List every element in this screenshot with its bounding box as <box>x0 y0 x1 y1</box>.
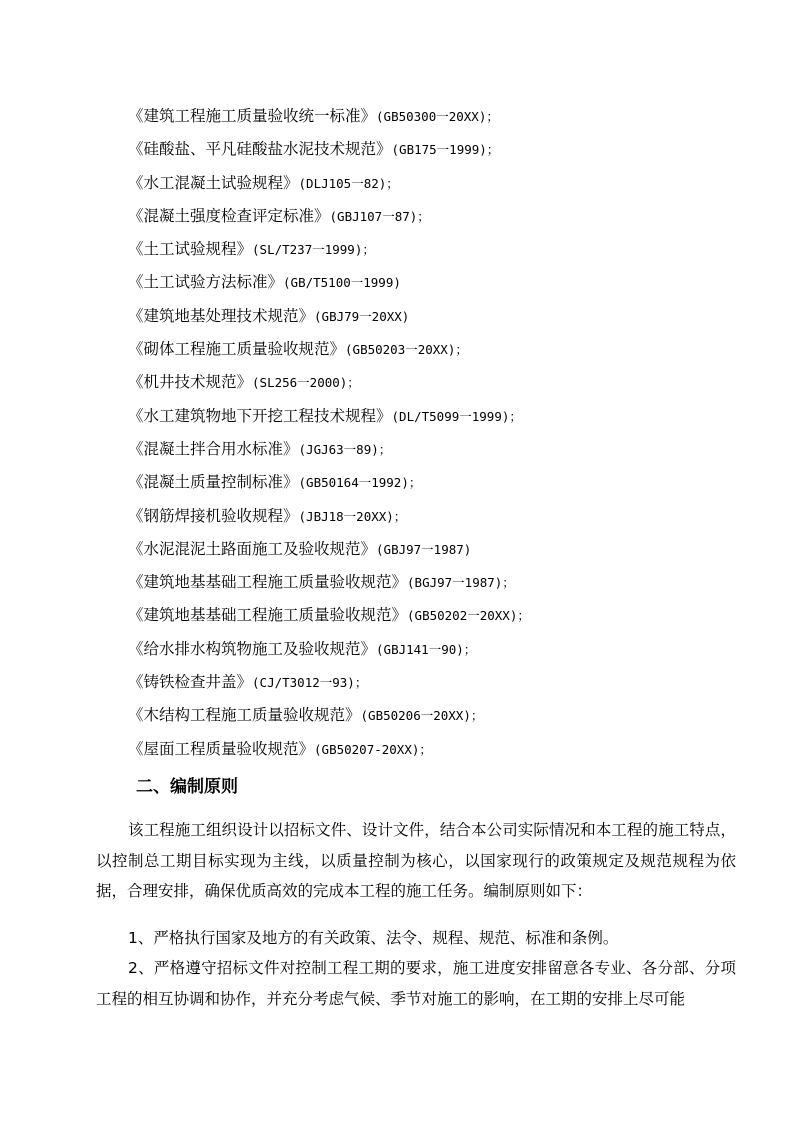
list-item <box>128 533 530 566</box>
list-item <box>128 566 530 599</box>
list-item <box>128 133 530 166</box>
list-item <box>128 666 530 699</box>
standard-title: 《水泥混泥土路面施工及验收规范》 <box>128 539 377 558</box>
list-item <box>128 100 530 133</box>
standard-code: (GB50206一20XX)； <box>360 708 484 724</box>
standard-title: 《砌体工程施工质量验收规范》 <box>128 340 346 359</box>
standard-code: (GBJ107一87)； <box>329 208 430 224</box>
standard-title: 《水工建筑物地下开挖工程技术规程》 <box>128 406 392 425</box>
list-item <box>128 699 530 732</box>
list-item <box>128 366 530 399</box>
standard-title: 《混凝土强度检查评定标准》 <box>128 206 330 225</box>
list-item <box>128 599 530 632</box>
standard-title: 《钢筋焊接机验收规程》 <box>128 506 299 525</box>
standard-code: (GB50202一20XX)； <box>407 608 530 624</box>
standard-title: 《混凝土拌合用水标准》 <box>128 439 299 458</box>
standard-code: (SL/T237一1999)； <box>252 242 375 258</box>
standard-code: (DLJ105一82)； <box>298 175 399 191</box>
standard-code: (GB50300一20XX)； <box>376 109 499 124</box>
standard-title: 《建筑地基基础工程施工质量验收规范》 <box>128 573 408 592</box>
list-item <box>128 433 530 466</box>
body-paragraph: 该工程施工组织设计以招标文件、设计文件，结合本公司实际情况和本工程的施工特点，以控制总工期目标实现为主线，以质量控制为核心，以国家现行的政策规定及规范规程为依据，合理安排，确保优质高效的完成本工程的施工任务。编制原则如下： <box>96 821 736 900</box>
list-item <box>128 633 530 666</box>
list-item <box>128 167 530 200</box>
list-item <box>128 733 530 766</box>
standard-code: (BGJ97一1987)； <box>407 575 515 591</box>
standard-code: (CJ/T3012一93)； <box>252 675 368 691</box>
standard-code: (GB50164一1992)； <box>298 475 422 491</box>
list-item <box>128 266 530 299</box>
list-item <box>128 466 530 499</box>
standard-code: (GBJ97一1987) <box>376 541 472 557</box>
standard-title: 《机井技术规范》 <box>128 373 253 392</box>
list-item <box>128 200 530 233</box>
standard-code: (GBJ79一20XX) <box>314 308 410 324</box>
standard-code: (DL/T5099一1999)； <box>391 408 522 424</box>
standard-title: 《铸铁检查井盖》 <box>128 673 253 692</box>
standard-code: (GB50207-20XX)； <box>314 741 432 757</box>
standard-title: 《土工试验规程》 <box>128 240 253 259</box>
standard-code: (GB175一1999)； <box>391 142 500 158</box>
standards-list <box>128 100 530 766</box>
standard-title: 《给水排水构筑物施工及验收规范》 <box>128 639 377 658</box>
standard-title: 《屋面工程质量验收规范》 <box>128 739 315 758</box>
standard-code: (GB50203一20XX)； <box>345 342 468 358</box>
list-item <box>128 333 530 366</box>
standard-code: (GBJ141一90)； <box>376 641 477 657</box>
list-item <box>128 300 530 333</box>
standard-title: 《建筑地基基础工程施工质量验收规范》 <box>128 606 408 625</box>
list-item <box>128 400 530 433</box>
standard-code: (JGJ63一89)； <box>298 441 392 457</box>
standard-title: 《建筑工程施工质量验收统一标准》 <box>128 107 377 125</box>
standard-title: 《混凝土质量控制标准》 <box>128 473 299 492</box>
standard-code: (JBJ18一20XX)； <box>298 508 407 524</box>
body-paragraph: 1、严格执行国家及地方的有关政策、法令、规程、规范、标准和条例。 <box>128 929 619 947</box>
standard-title: 《建筑地基处理技术规范》 <box>128 306 315 325</box>
standard-code: (GB/T5100一1999) <box>283 275 401 291</box>
standard-code: (SL256一2000)； <box>252 375 360 391</box>
list-item <box>128 233 530 266</box>
standard-title: 《木结构工程施工质量验收规范》 <box>128 706 361 725</box>
standard-title: 《硅酸盐、平凡硅酸盐水泥技术规范》 <box>128 140 392 159</box>
list-item <box>128 500 530 533</box>
section-heading: 二、编制原则 <box>136 777 238 797</box>
body-paragraph: 2、严格遵守招标文件对控制工程工期的要求，施工进度安排留意各专业、各分部、分项工程的相互协调和协作，并充分考虑气候、季节对施工的影响，在工期的安排上尽可能 <box>96 959 736 1008</box>
standard-title: 《水工混凝土试验规程》 <box>128 173 299 192</box>
standard-title: 《土工试验方法标准》 <box>128 273 284 292</box>
